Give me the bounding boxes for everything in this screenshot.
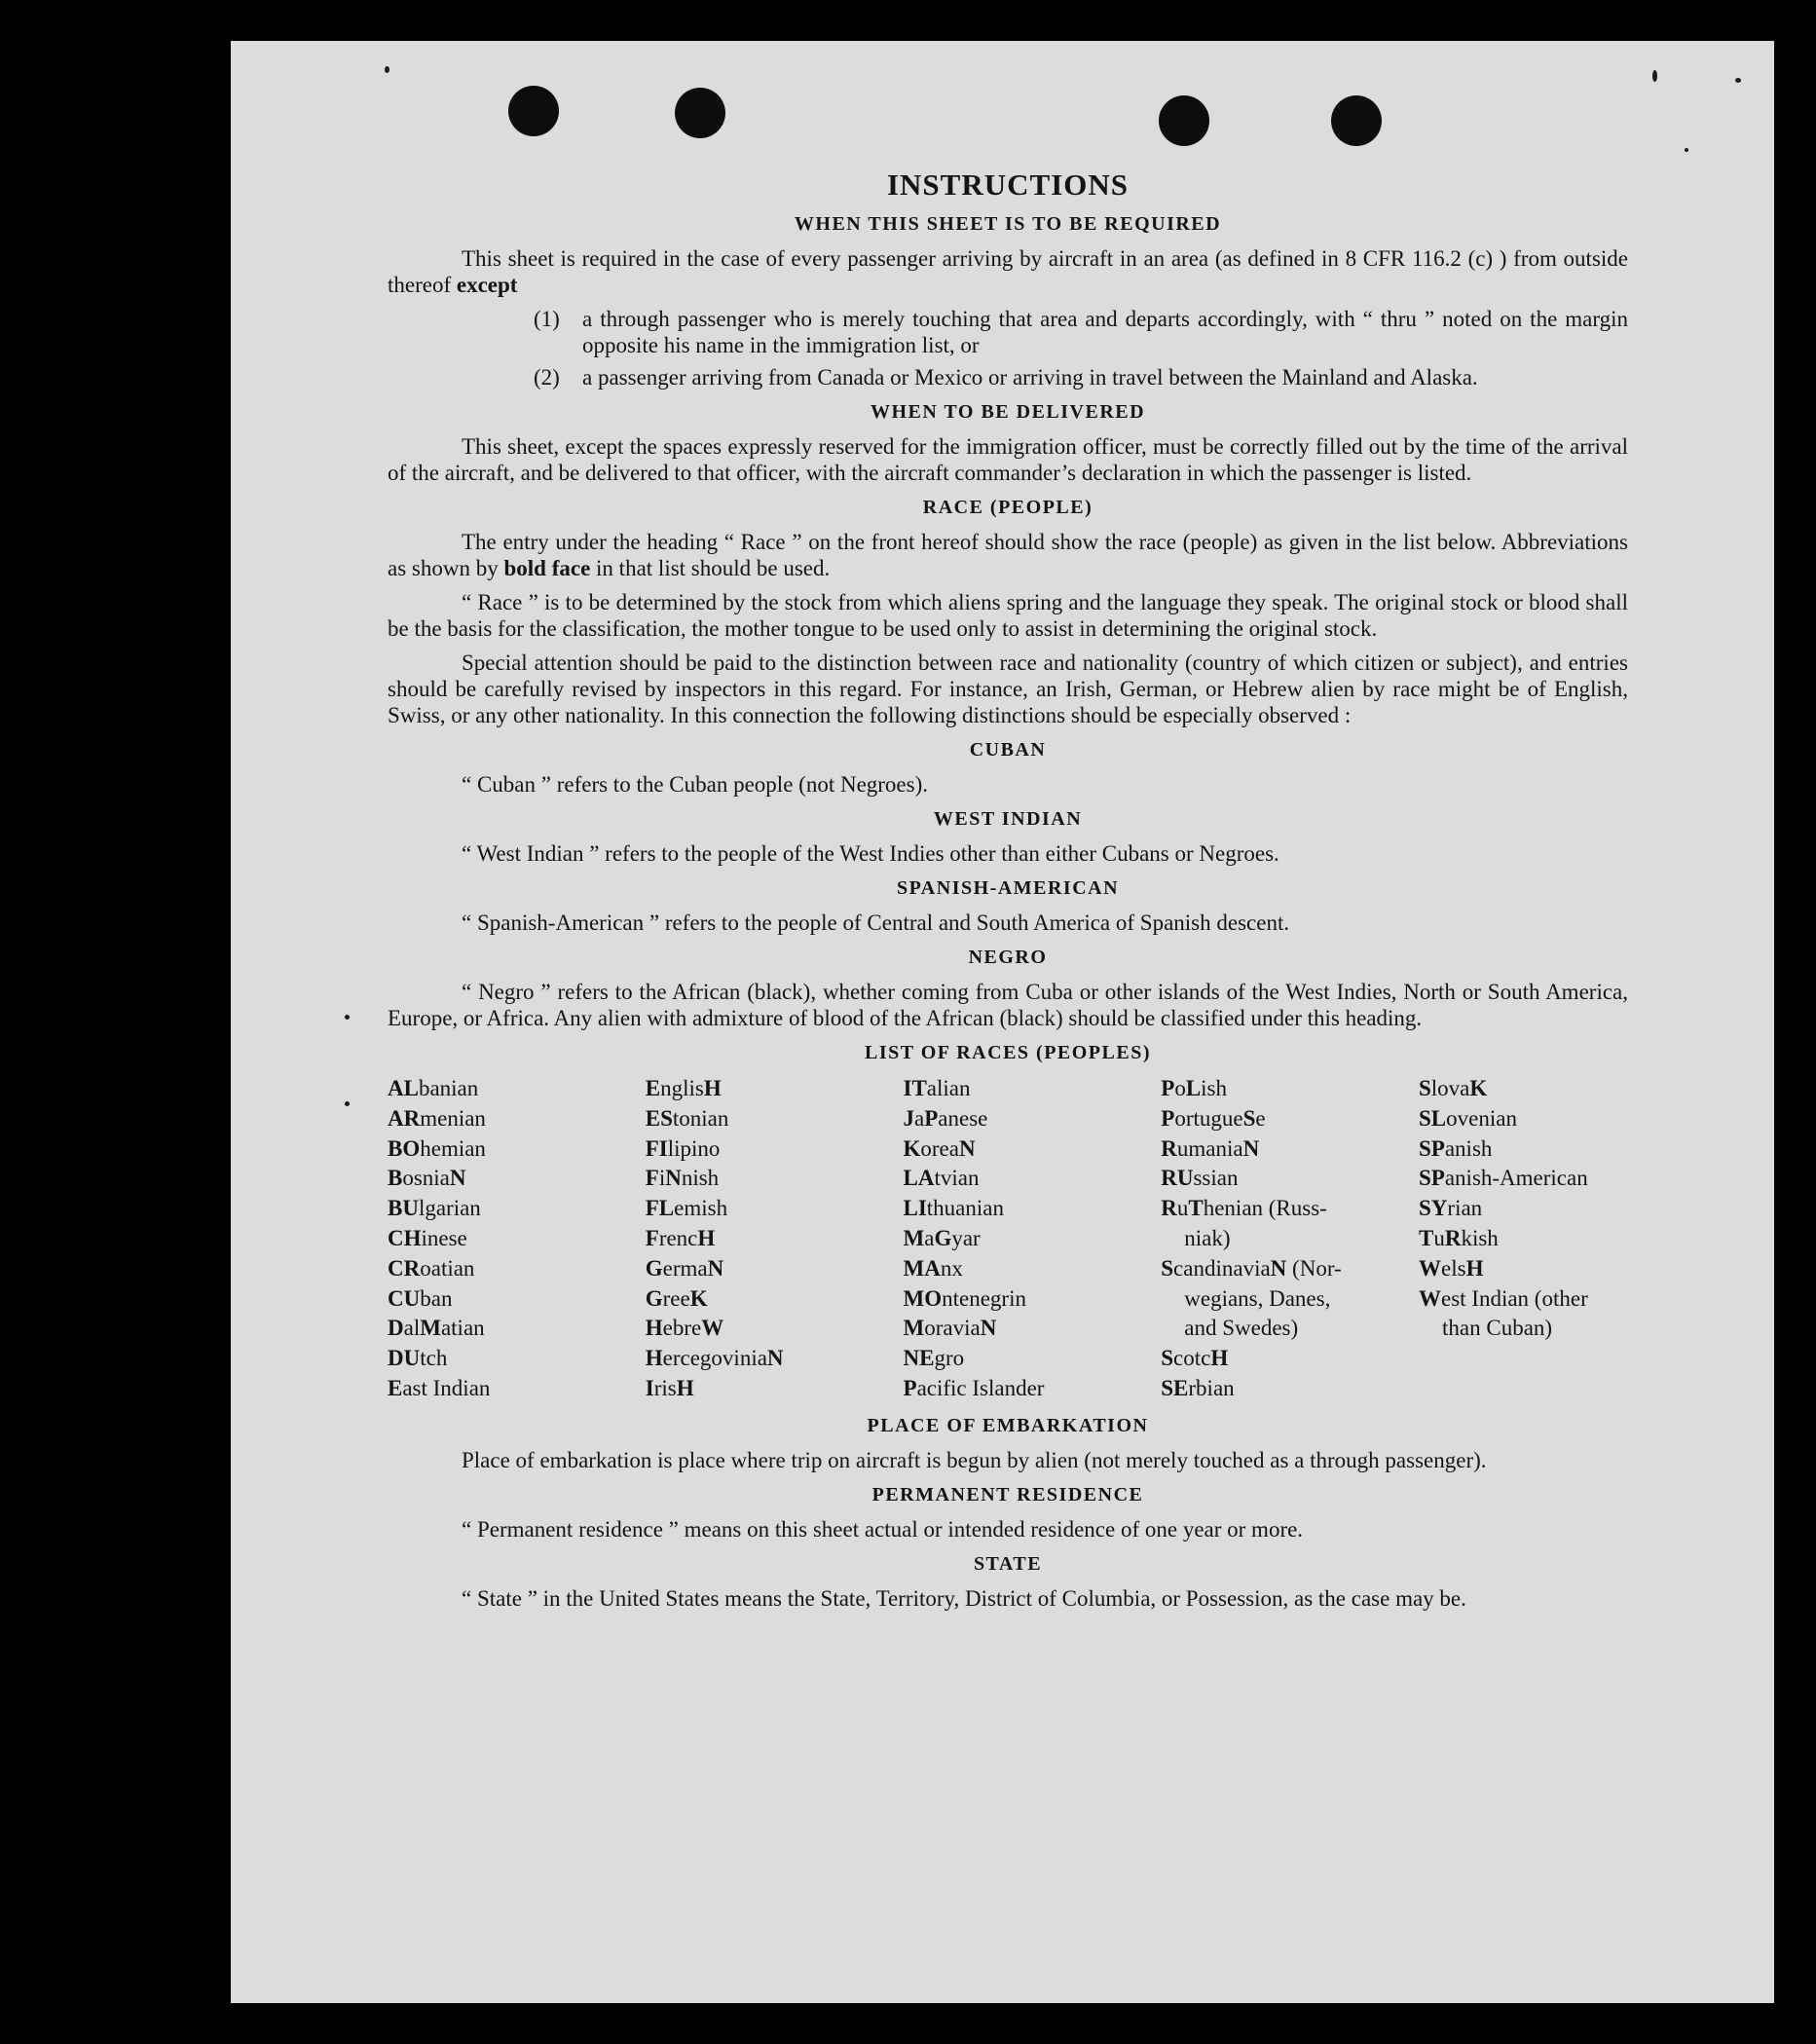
races-column (1419, 1074, 1628, 1404)
section-heading-spanish-american: SPANISH-AMERICAN (896, 877, 1120, 899)
race-entry: wegians, Danes, (1184, 1285, 1331, 1311)
punch-hole (508, 86, 559, 136)
section-heading-when-delivered: WHEN TO BE DELIVERED (870, 401, 1146, 423)
race-entry: MoraviaN (903, 1316, 997, 1341)
race-entry: MAnx (903, 1255, 963, 1281)
race-entry: SLovenian (1419, 1105, 1517, 1131)
races-column (904, 1074, 1113, 1404)
exception-item (534, 306, 1628, 358)
section-heading-cuban: CUBAN (969, 739, 1047, 761)
race-entry: RumaniaN (1161, 1135, 1260, 1161)
race-entry: KoreaN (903, 1135, 976, 1161)
punch-hole (675, 88, 725, 138)
section-heading-state: STATE (973, 1552, 1043, 1575)
race-entry: WelsH (1419, 1255, 1484, 1281)
page-title: INSTRUCTIONS (886, 167, 1129, 202)
section-heading-place-of-embarkation: PLACE OF EMBARKATION (867, 1414, 1149, 1436)
dust-speck (345, 1101, 350, 1106)
race-entry: PoLish (1161, 1076, 1227, 1100)
when-delivered-text: This sheet, except the spaces expressly reserved for the immigration officer, must be correctly filled out by the time of the arrival of the aircraft, and be delivered to that officer, with the aircraft commander’s declaration in which the passenger is listed. (388, 434, 1628, 485)
exception-text: a passenger arriving from Canada or Mexico or arriving in travel between the Mainland and Alaska. (582, 365, 1478, 390)
race-entry: ScandinaviaN (Nor- (1161, 1255, 1342, 1281)
race-entry: BosniaN (388, 1166, 466, 1191)
race-entry: BUlgarian (388, 1196, 481, 1221)
race-entry: EStonian (645, 1105, 729, 1131)
race-entry: GreeK (645, 1285, 708, 1311)
exception-number: (1) (534, 307, 560, 331)
race-entry: FLemish (645, 1196, 728, 1221)
race-entry: RuThenian (Russ- (1161, 1196, 1327, 1221)
race-paragraph-3: Special attention should be paid to the distinction between race and nationality (country of which citizen or subject), and entries should be carefully revised by inspectors in this regard. For instance, an Irish, German, or Hebrew alien by race might be of English, Swiss, or any other nationality. In this connection the following distinctions should be especially observed : (388, 650, 1628, 727)
exception-number: (2) (534, 365, 560, 390)
race-entry: GermaN (645, 1255, 724, 1281)
section-heading-race: RACE (PEOPLE) (922, 497, 1093, 518)
dust-speck (1652, 70, 1657, 82)
punch-hole (1159, 95, 1209, 146)
race-entry: IrisH (645, 1375, 694, 1400)
race-entry: and Swedes) (1184, 1316, 1299, 1341)
cuban-text: “ Cuban ” refers to the Cuban people (not Negroes). (462, 772, 929, 797)
exception-text: a through passenger who is merely touching that area and departs accordingly, with “ thru ” noted on the margin opposite his name in the immigration list, or (582, 307, 1628, 357)
race-entry: ITalian (903, 1076, 971, 1100)
section-heading-west-indian: WEST INDIAN (933, 808, 1083, 830)
races-column (1161, 1074, 1370, 1404)
race-entry: West Indian (other (1419, 1285, 1588, 1311)
race-entry: PortugueSe (1161, 1105, 1266, 1131)
races-column (646, 1074, 855, 1404)
race-entry: MaGyar (903, 1225, 981, 1250)
race-entry: ARmenian (388, 1105, 486, 1131)
when-required-intro: This sheet is required in the case of every passenger arriving by aircraft in an area (as defined in 8 CFR 116.2 (c) ) from outside thereof except (388, 246, 1628, 297)
dust-speck (1685, 148, 1688, 152)
race-entry: HercegoviniaN (645, 1346, 784, 1371)
section-heading-when-required: WHEN THIS SHEET IS TO BE REQUIRED (794, 213, 1222, 235)
except-word: except (456, 273, 518, 297)
race-entry: CHinese (388, 1225, 467, 1250)
spanish-american-text: “ Spanish-American ” refers to the people of Central and South America of Spanish descent. (462, 911, 1290, 935)
race-entry: SPanish (1419, 1135, 1493, 1161)
punch-hole (1331, 95, 1382, 146)
race-paragraph-1: The entry under the heading “ Race ” on the front hereof should show the race (people) as given in the list below. Abbreviations as shown by bold face in that list should be used. (388, 530, 1628, 580)
instructions-text (388, 167, 1628, 1619)
race-entry: TuRkish (1419, 1225, 1499, 1250)
race-entry: ALbanian (388, 1076, 479, 1100)
dust-speck (1735, 78, 1741, 83)
race-entry: LAtvian (903, 1166, 980, 1191)
races-list (388, 1074, 1628, 1404)
races-column (388, 1074, 597, 1404)
race-entry: FIlipino (645, 1135, 721, 1161)
race-entry: SYrian (1419, 1196, 1483, 1221)
race-entry: FrencH (645, 1225, 716, 1250)
race-entry: FiNnish (645, 1166, 720, 1191)
race-entry: niak) (1184, 1225, 1231, 1250)
negro-text: “ Negro ” refers to the African (black), whether coming from Cuba or other islands of the West Indies, North or South America, Europe, or Africa. Any alien with admixture of blood of the African (black) should be classified under this heading. (388, 980, 1628, 1030)
section-heading-permanent-residence: PERMANENT RESIDENCE (871, 1483, 1144, 1505)
place-of-embarkation-text: Place of embarkation is place where trip on aircraft is begun by alien (not merely touched as a through passenger). (462, 1447, 1487, 1472)
race-entry: EnglisH (645, 1076, 722, 1100)
race-paragraph-2: “ Race ” is to be determined by the stock from which aliens spring and the language they speak. The original stock or blood shall be the basis for the classification, the mother tongue to be used only to assist in determining the original stock. (388, 590, 1628, 641)
race-entry: DUtch (388, 1346, 448, 1371)
race-entry: LIthuanian (903, 1196, 1004, 1221)
dust-speck (345, 1015, 350, 1020)
exception-item (534, 364, 1628, 390)
race-entry: NEgro (903, 1346, 965, 1371)
race-entry: than Cuban) (1442, 1316, 1553, 1341)
race-entry: SErbian (1161, 1375, 1235, 1400)
race-entry: Pacific Islander (903, 1375, 1045, 1400)
race-entry: RUssian (1161, 1166, 1239, 1191)
race-entry: BOhemian (388, 1135, 486, 1161)
race-entry: HebreW (645, 1316, 724, 1341)
west-indian-text: “ West Indian ” refers to the people of the West Indies other than either Cubans or Negroes. (462, 841, 1279, 866)
section-heading-negro: NEGRO (968, 947, 1048, 968)
race-entry: SPanish-American (1419, 1166, 1588, 1191)
race-entry: ScotcH (1161, 1346, 1229, 1371)
race-entry: SlovaK (1419, 1076, 1488, 1100)
race-entry: CRoatian (388, 1255, 475, 1281)
race-entry: East Indian (388, 1375, 491, 1400)
state-text: “ State ” in the United States means the State, Territory, District of Columbia, or Possession, as the case may be. (462, 1585, 1466, 1611)
dust-speck (385, 66, 389, 73)
section-heading-list-of-races: LIST OF RACES (PEOPLES) (864, 1042, 1151, 1063)
permanent-residence-text: “ Permanent residence ” means on this sheet actual or intended residence of one year or more. (462, 1516, 1304, 1542)
race-entry: CUban (388, 1285, 453, 1311)
race-entry: MOntenegrin (903, 1285, 1026, 1311)
race-entry: DalMatian (388, 1316, 485, 1341)
race-entry: JaPanese (903, 1105, 988, 1131)
